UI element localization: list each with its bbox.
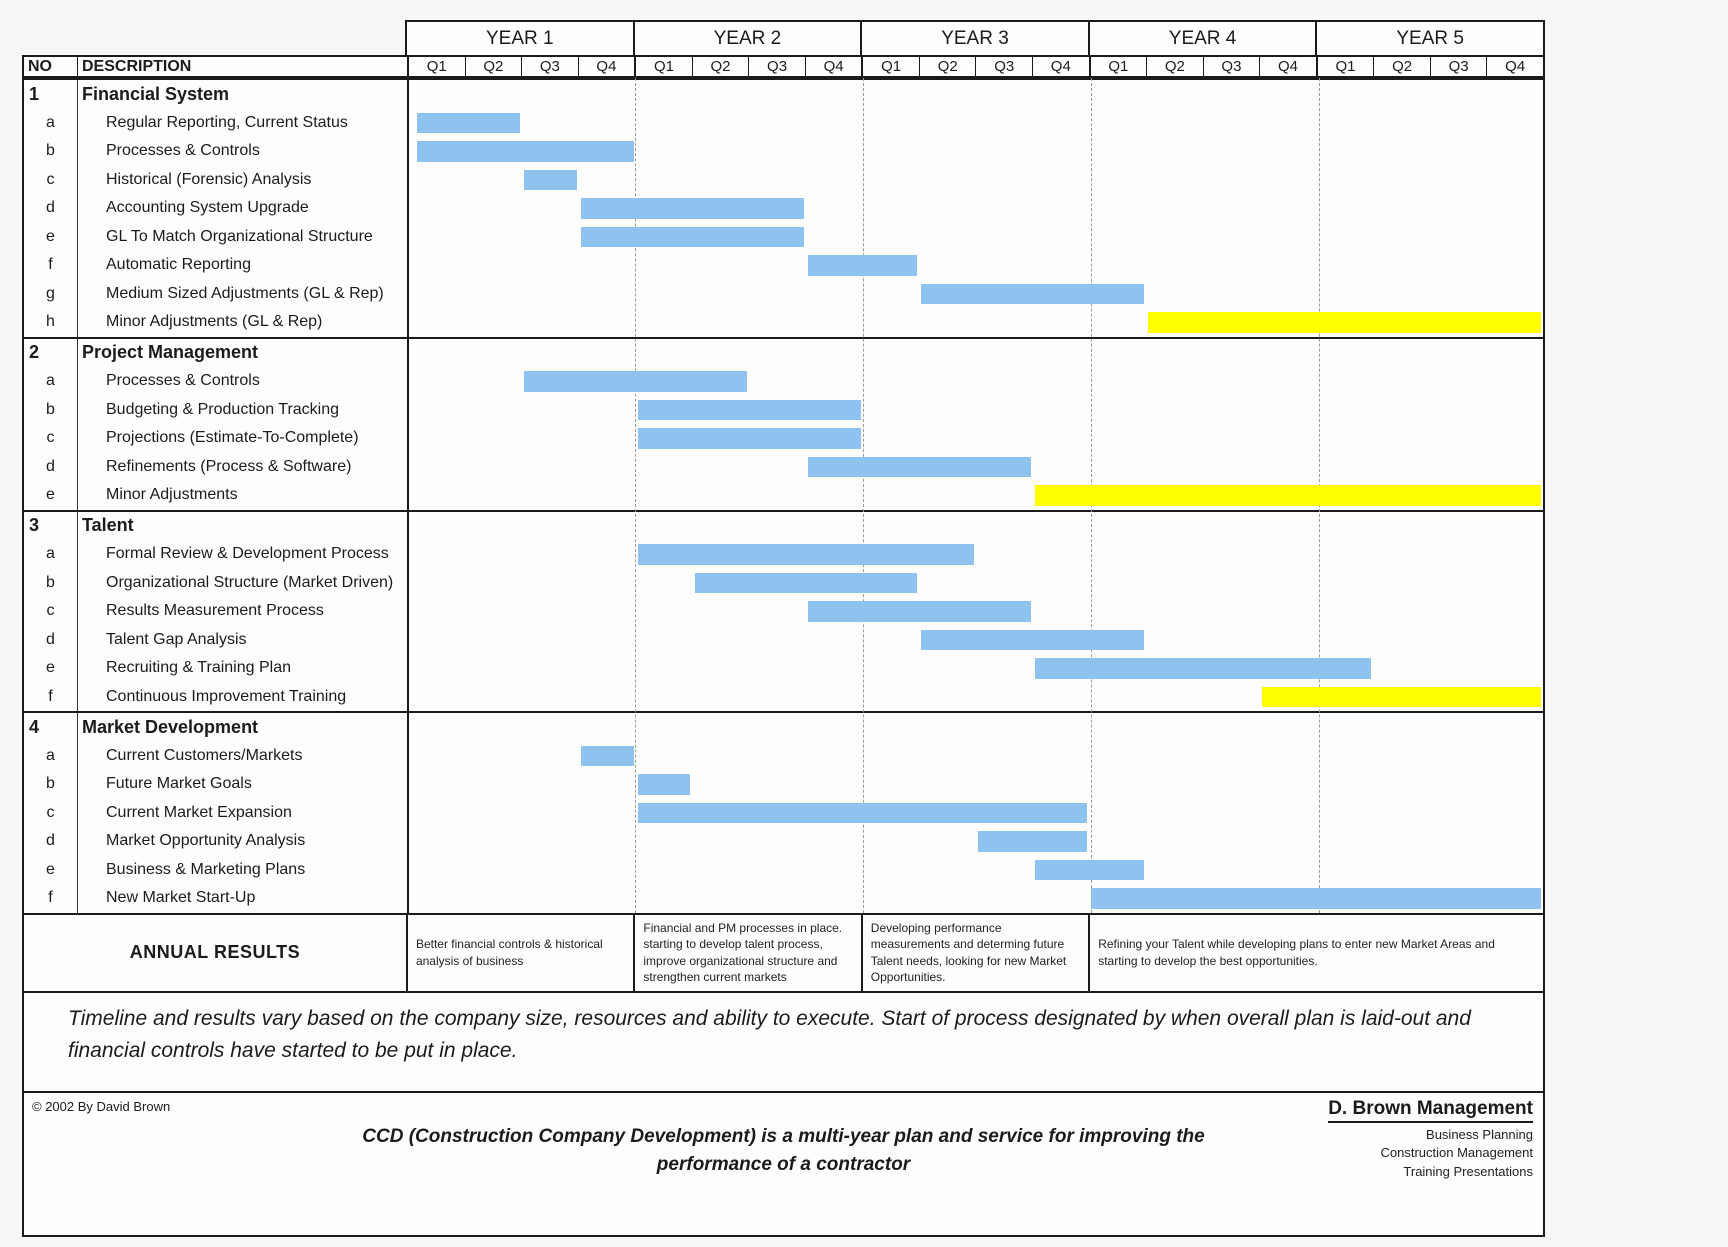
task-description: Continuous Improvement Training xyxy=(77,683,407,712)
task-gantt-cell xyxy=(407,194,1543,223)
task-description: New Market Start-Up xyxy=(77,884,407,913)
task-row xyxy=(24,194,1543,223)
gantt-bar-blue xyxy=(1091,888,1541,909)
task-row xyxy=(24,597,1543,626)
quarter-header-cell: Q2 xyxy=(692,57,749,76)
section xyxy=(24,337,1543,510)
task-description: Business & Marketing Plans xyxy=(77,856,407,885)
task-gantt-cell xyxy=(407,742,1543,771)
gantt-bar-blue xyxy=(695,573,918,594)
section xyxy=(24,711,1543,913)
gantt-bar-yellow xyxy=(1035,485,1541,506)
task-gantt-cell xyxy=(407,597,1543,626)
quarter-header-cell: Q1 xyxy=(407,57,465,76)
task-gantt-cell xyxy=(407,481,1543,510)
section-title: Financial System xyxy=(77,80,407,109)
task-row xyxy=(24,770,1543,799)
quarter-header-cell: Q2 xyxy=(465,57,522,76)
company-service-line: Training Presentations xyxy=(1403,1164,1533,1180)
task-letter: f xyxy=(48,256,53,274)
task-description: Future Market Goals xyxy=(77,770,407,799)
gantt-bar-blue xyxy=(638,544,974,565)
section-header-row xyxy=(24,512,1543,541)
task-row xyxy=(24,742,1543,771)
quarter-header-cell: Q1 xyxy=(1316,57,1374,76)
task-letter: e xyxy=(46,486,55,504)
year-header-cell: YEAR 2 xyxy=(633,22,861,55)
company-name: D. Brown Management xyxy=(1328,1098,1533,1123)
task-gantt-cell xyxy=(407,683,1543,712)
company-block xyxy=(1328,1098,1533,1183)
task-description: Accounting System Upgrade xyxy=(77,194,407,223)
year-header-cell: YEAR 4 xyxy=(1088,22,1316,55)
task-letter: c xyxy=(46,803,55,821)
task-description: Processes & Controls xyxy=(77,137,407,166)
plan-table xyxy=(22,20,1545,1237)
section-number: 2 xyxy=(29,342,40,363)
annual-results-row xyxy=(22,913,1545,993)
section-header-row xyxy=(24,713,1543,742)
task-description: Refinements (Process & Software) xyxy=(77,453,407,482)
gantt-bar-blue xyxy=(417,113,520,134)
gantt-bar-blue xyxy=(921,630,1144,651)
task-letter: b xyxy=(46,400,55,418)
section-gantt-cell xyxy=(407,713,1543,742)
task-description: Formal Review & Development Process xyxy=(77,540,407,569)
task-gantt-cell xyxy=(407,424,1543,453)
task-row xyxy=(24,308,1543,337)
description-column-header: DESCRIPTION xyxy=(77,57,407,76)
quarter-header-cell: Q3 xyxy=(1203,57,1260,76)
task-letter: c xyxy=(46,602,55,620)
quarter-header-cell: Q3 xyxy=(521,57,578,76)
gantt-bar-blue xyxy=(978,831,1087,852)
task-gantt-cell xyxy=(407,827,1543,856)
task-letter: d xyxy=(46,199,55,217)
quarter-header-cell: Q4 xyxy=(805,57,862,76)
quarter-header-cell: Q2 xyxy=(1146,57,1203,76)
quarter-header-cell: Q3 xyxy=(975,57,1032,76)
task-row xyxy=(24,396,1543,425)
gantt-bar-blue xyxy=(581,198,804,219)
annual-result-cell: Better financial controls & historical analysis of business xyxy=(406,915,633,991)
task-description: Medium Sized Adjustments (GL & Rep) xyxy=(77,280,407,309)
task-row xyxy=(24,223,1543,252)
task-row xyxy=(24,481,1543,510)
section-gantt-cell xyxy=(407,80,1543,109)
gantt-bar-blue xyxy=(417,141,634,162)
section-gantt-cell xyxy=(407,512,1543,541)
task-letter: b xyxy=(46,775,55,793)
no-column-header: NO xyxy=(28,57,52,75)
quarter-header-cell: Q2 xyxy=(919,57,976,76)
gantt-bar-blue xyxy=(1035,860,1144,881)
gantt-bar-blue xyxy=(1035,658,1371,679)
company-service-line: Construction Management xyxy=(1380,1145,1533,1161)
quarter-header-cell: Q4 xyxy=(578,57,635,76)
task-description: Results Measurement Process xyxy=(77,597,407,626)
section-header-row xyxy=(24,339,1543,368)
task-gantt-cell xyxy=(407,540,1543,569)
copyright-text: © 2002 By David Brown xyxy=(32,1098,171,1114)
year-header-cell: YEAR 3 xyxy=(860,22,1088,55)
timeline-note: Timeline and results vary based on the company size, resources and ability to execute. Start of process designated by when overall plan is laid-out and financial controls have started to be put in place. xyxy=(22,993,1545,1093)
task-gantt-cell xyxy=(407,367,1543,396)
task-gantt-cell xyxy=(407,856,1543,885)
task-row xyxy=(24,683,1543,712)
task-letter: f xyxy=(48,687,53,705)
annual-result-cell: Financial and PM processes in place. starting to develop talent process, improve organizational structure and strengthen current markets xyxy=(633,915,860,991)
gantt-bar-blue xyxy=(638,428,861,449)
quarter-header-cell: Q1 xyxy=(861,57,919,76)
quarter-header-cell: Q1 xyxy=(1089,57,1147,76)
quarter-header-cell: Q3 xyxy=(1430,57,1487,76)
task-gantt-cell xyxy=(407,884,1543,913)
task-description: Automatic Reporting xyxy=(77,251,407,280)
year-header-cell: YEAR 1 xyxy=(486,27,554,49)
task-gantt-cell xyxy=(407,280,1543,309)
task-row xyxy=(24,453,1543,482)
gantt-bar-blue xyxy=(808,601,1031,622)
task-letter: h xyxy=(46,313,55,331)
quarter-header-cell: Q1 xyxy=(634,57,692,76)
task-gantt-cell xyxy=(407,166,1543,195)
gantt-bar-blue xyxy=(808,457,1031,478)
year-header-row xyxy=(405,20,1545,55)
gantt-bar-yellow xyxy=(1148,312,1541,333)
section-header-row xyxy=(24,80,1543,109)
footer-row xyxy=(22,1093,1545,1237)
task-row xyxy=(24,137,1543,166)
quarter-header-cell: Q4 xyxy=(1032,57,1089,76)
annual-result-cell: Refining your Talent while developing plans to enter new Market Areas and starting to develop the best opportunities. xyxy=(1088,915,1543,991)
task-description: Minor Adjustments xyxy=(77,481,407,510)
task-letter: g xyxy=(46,284,55,302)
task-letter: b xyxy=(46,142,55,160)
task-description: Projections (Estimate-To-Complete) xyxy=(77,424,407,453)
task-letter: b xyxy=(46,573,55,591)
task-row xyxy=(24,827,1543,856)
task-row xyxy=(24,280,1543,309)
task-gantt-cell xyxy=(407,308,1543,337)
task-letter: d xyxy=(46,630,55,648)
column-header-row xyxy=(22,55,1545,78)
task-gantt-cell xyxy=(407,137,1543,166)
task-gantt-cell xyxy=(407,453,1543,482)
section-title: Project Management xyxy=(77,339,407,368)
annual-result-cell: Developing performance measurements and determing future Talent needs, looking for new Market Opportunities. xyxy=(861,915,1088,991)
section xyxy=(24,510,1543,712)
quarter-header-cell: Q2 xyxy=(1373,57,1430,76)
task-letter: e xyxy=(46,860,55,878)
gantt-bar-blue xyxy=(921,284,1144,305)
company-service-lines xyxy=(1328,1126,1533,1183)
task-gantt-cell xyxy=(407,654,1543,683)
task-gantt-cell xyxy=(407,109,1543,138)
task-row xyxy=(24,569,1543,598)
task-gantt-cell xyxy=(407,799,1543,828)
gantt-body xyxy=(22,78,1545,913)
company-service-line: Business Planning xyxy=(1426,1126,1533,1142)
task-description: Organizational Structure (Market Driven) xyxy=(77,569,407,598)
quarter-header-cell: Q4 xyxy=(1259,57,1316,76)
footer-center-text: CCD (Construction Company Development) is a multi-year plan and service for improving the performance of a contractor xyxy=(362,1125,1205,1175)
task-row xyxy=(24,251,1543,280)
task-description: Current Market Expansion xyxy=(77,799,407,828)
task-gantt-cell xyxy=(407,396,1543,425)
task-row xyxy=(24,166,1543,195)
section-number: 4 xyxy=(29,716,40,737)
gantt-bar-blue xyxy=(638,774,691,795)
task-row xyxy=(24,109,1543,138)
task-letter: e xyxy=(46,659,55,677)
gantt-bar-yellow xyxy=(1262,687,1542,708)
task-description: Budgeting & Production Tracking xyxy=(77,396,407,425)
task-row xyxy=(24,799,1543,828)
quarter-header-cell: Q3 xyxy=(748,57,805,76)
task-description: Regular Reporting, Current Status xyxy=(77,109,407,138)
task-letter: f xyxy=(48,889,53,907)
gantt-bar-blue xyxy=(524,371,747,392)
section-gantt-cell xyxy=(407,339,1543,368)
task-row xyxy=(24,654,1543,683)
gantt-bar-blue xyxy=(581,227,804,248)
task-description: Recruiting & Training Plan xyxy=(77,654,407,683)
task-letter: a xyxy=(46,746,55,764)
task-letter: a xyxy=(46,372,55,390)
task-row xyxy=(24,626,1543,655)
gantt-bar-blue xyxy=(524,170,577,191)
gantt-bar-blue xyxy=(808,255,917,276)
task-description: Processes & Controls xyxy=(77,367,407,396)
gantt-bar-blue xyxy=(581,746,634,767)
task-row xyxy=(24,856,1543,885)
quarter-header-cell: Q4 xyxy=(1486,57,1543,76)
task-gantt-cell xyxy=(407,626,1543,655)
gantt-bar-blue xyxy=(638,400,861,421)
task-letter: c xyxy=(46,170,55,188)
task-description: Market Opportunity Analysis xyxy=(77,827,407,856)
task-description: Talent Gap Analysis xyxy=(77,626,407,655)
task-letter: d xyxy=(46,832,55,850)
task-row xyxy=(24,367,1543,396)
section-title: Market Development xyxy=(77,713,407,742)
task-gantt-cell xyxy=(407,251,1543,280)
task-gantt-cell xyxy=(407,569,1543,598)
task-row xyxy=(24,884,1543,913)
task-letter: a xyxy=(46,113,55,131)
task-description: Minor Adjustments (GL & Rep) xyxy=(77,308,407,337)
task-description: Current Customers/Markets xyxy=(77,742,407,771)
task-letter: e xyxy=(46,227,55,245)
year-header-cell: YEAR 5 xyxy=(1315,22,1543,55)
section-number: 1 xyxy=(29,83,40,104)
task-description: Historical (Forensic) Analysis xyxy=(77,166,407,195)
task-gantt-cell xyxy=(407,770,1543,799)
task-description: GL To Match Organizational Structure xyxy=(77,223,407,252)
task-row xyxy=(24,540,1543,569)
quarter-header-cells xyxy=(407,57,1543,76)
task-letter: d xyxy=(46,457,55,475)
task-row xyxy=(24,424,1543,453)
task-gantt-cell xyxy=(407,223,1543,252)
annual-results-label: ANNUAL RESULTS xyxy=(129,942,301,962)
section-number: 3 xyxy=(29,515,40,536)
task-letter: a xyxy=(46,545,55,563)
gantt-bar-blue xyxy=(638,803,1088,824)
section-title: Talent xyxy=(77,512,407,541)
task-letter: c xyxy=(46,429,55,447)
section xyxy=(24,78,1543,337)
